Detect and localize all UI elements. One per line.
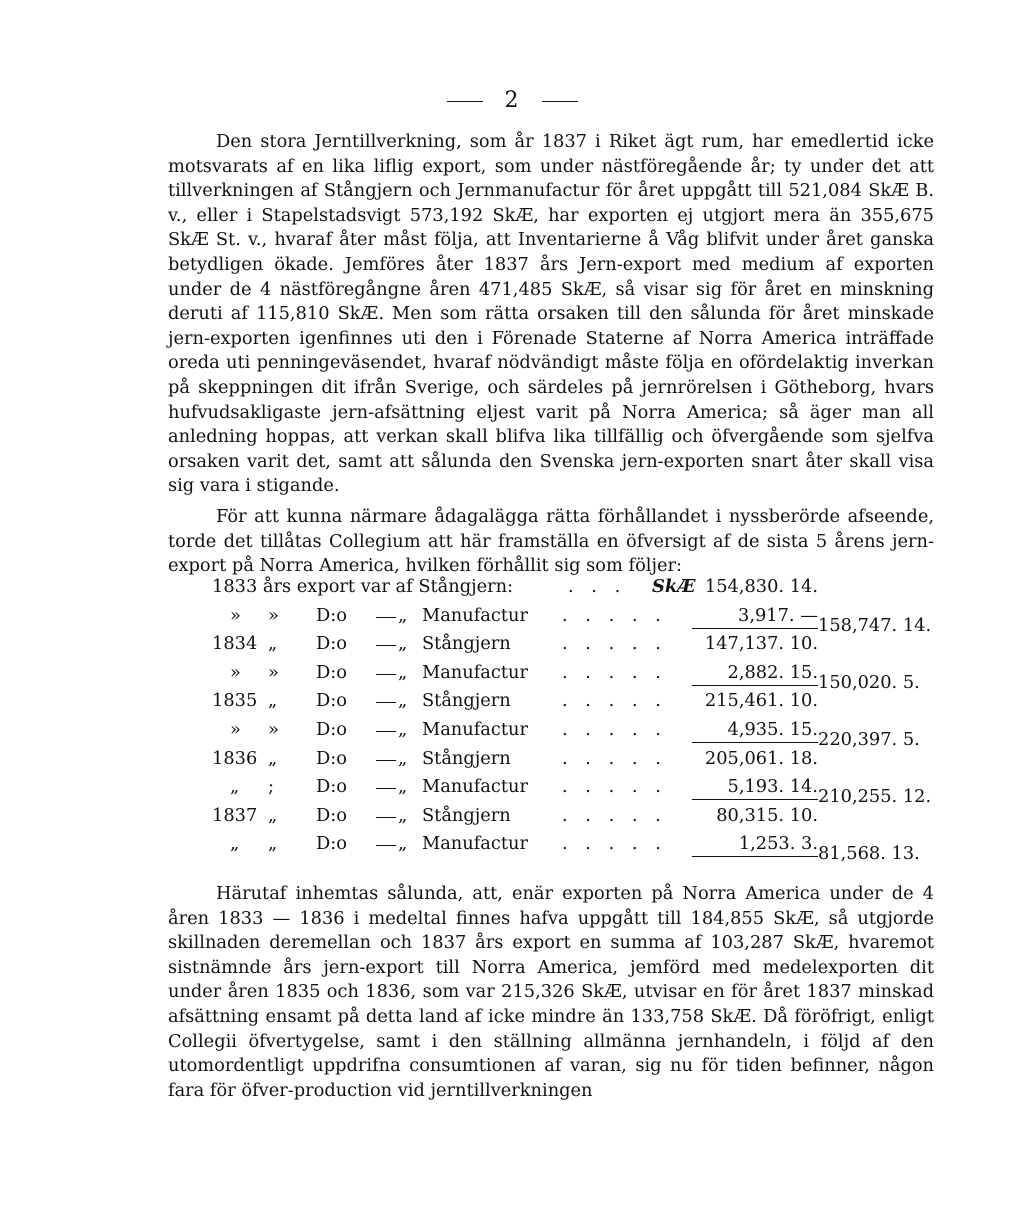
table-row (168, 604, 948, 636)
table-row (168, 719, 948, 750)
table-row-ditto: D:o (316, 833, 347, 855)
table-row-underline (692, 685, 818, 686)
table-row-label: Manufactur (422, 776, 528, 798)
table-row-year: 1835 (212, 690, 258, 712)
table-row-ditto-mark: „ (230, 833, 240, 855)
table-row-amount: 3,917. — (738, 604, 818, 626)
table-row-dash (376, 645, 396, 646)
table-row-ditto-mark: » (230, 719, 241, 740)
table-row-total: 210,255. 12. (818, 786, 932, 808)
table-row-ditto-mark: „ (398, 804, 408, 826)
table-row-year: 1836 (212, 747, 258, 769)
table-row (168, 690, 948, 714)
table-row-amount: 1,253. 3. (738, 833, 818, 855)
table-row-label: Manufactur (422, 719, 528, 740)
table-row-total: 158,747. 14. (818, 614, 932, 636)
table-row (168, 661, 948, 693)
table-row-label: Manufactur (422, 833, 528, 855)
table-row-ditto: D:o (316, 804, 347, 826)
table-row-dots: . . . . . (562, 633, 667, 655)
table-row-ditto: D:o (316, 690, 347, 712)
table-row-amount: 5,193. 14. (727, 776, 818, 798)
table-row-amount: 205,061. 18. (704, 747, 818, 769)
table-row-ditto-mark: „ (398, 719, 408, 740)
table-unit-prefix: SkÆ (652, 576, 696, 597)
table-row-amount: 80,315. 10. (716, 804, 818, 826)
table-row-amount: 4,935. 15. (727, 719, 818, 740)
table-row-ditto: D:o (316, 776, 347, 798)
table-row-amount: 215,461. 10. (704, 690, 818, 712)
table-row-underline (692, 628, 818, 629)
table-row-ditto-mark: „ (268, 747, 278, 769)
table-row-ditto-mark: „ (268, 633, 278, 655)
table-row-dash (376, 731, 396, 732)
table-row (168, 633, 948, 657)
table-row (168, 833, 948, 865)
table-row-ditto-mark: » (268, 661, 279, 683)
table-row-label: Stångjern (422, 690, 511, 712)
table-row (168, 748, 948, 772)
table-row-dots: . . . . . (562, 661, 667, 683)
table-row-amount: 147,137. 10. (704, 633, 818, 655)
table-row-dash (376, 845, 396, 846)
table-row-dots: . . . . . (562, 604, 667, 626)
table-row-label: Stångjern (422, 633, 511, 655)
table-row-dash (376, 817, 396, 818)
table-row-underline (692, 856, 818, 857)
table-row-year: 1834 (212, 633, 258, 655)
paragraph-2: För att kunna närmare ådagalägga rätta förhållandet i nyssberörde afseende, torde det tillåtas Collegium att här framställa en öfversigt af de sista 5 årens jern-export på Norra America, hvilken förhållit sig som följer: (168, 506, 934, 577)
table-row-label: Manufactur (422, 604, 528, 626)
table-first-line-text: 1833 års export var af Stångjern: (212, 576, 514, 597)
table-row-ditto-mark: „ (398, 776, 408, 798)
table-row-dash (376, 760, 396, 761)
page-number: 2 (504, 88, 520, 113)
table-row-ditto-mark: » (268, 719, 279, 740)
header-dash-right (542, 101, 578, 102)
table-row-ditto-mark: „ (398, 604, 408, 626)
table-row-dots: . . . . . (562, 719, 667, 740)
table-row (168, 776, 948, 808)
table-row-ditto-mark: „ (268, 690, 278, 712)
table-row-dots: . . . . . (562, 804, 667, 826)
table-row-ditto-mark: » (268, 604, 279, 626)
table-row-ditto: D:o (316, 661, 347, 683)
table-row-ditto: D:o (316, 719, 347, 740)
table-first-line-amount: 154,830. 14. (704, 576, 818, 597)
table-row-total: 81,568. 13. (818, 843, 920, 865)
table-row-dash (376, 788, 396, 789)
paragraph-3: Härutaf inhemtas sålunda, att, enär exporten på Norra America under de 4 åren 1833 — 1836 i medeltal finnes hafva uppgått till 184,855 SkÆ, så utgjorde skillnaden deremellan och 1837 års export en summa af 103,287 SkÆ, hvaremot sistnämnde års jern-export till Norra America, jemförd med medelexporten dit under åren 1835 och 1836, som var 215,326 SkÆ, utvisar en för året 1837 minskad afsättning ensamt på detta land af icke mindre än 133,758 SkÆ. Då föröfrigt, enligt Collegii öfvertygelse, samt i den ställning allmänna jernhandeln, i följd af den utomordentligt uppdrifna consumtionen af varan, sig nu för tiden befinner, någon fara för öfver-production vid jerntillverkningen (168, 883, 934, 1101)
table-row-dots: . . . . . (562, 690, 667, 712)
table-row-label: Stångjern (422, 804, 511, 826)
table-row-total: 150,020. 5. (818, 671, 920, 693)
table-row-ditto-mark: „ (398, 833, 408, 855)
table-row-dots: . . . . . (562, 747, 667, 769)
table-row-ditto-mark: „ (398, 747, 408, 769)
table-row-ditto: D:o (316, 604, 347, 626)
page-header (0, 88, 1024, 113)
table-row-ditto-mark: » (230, 661, 241, 683)
table-first-line-dots: . . . (568, 576, 627, 597)
table-row-ditto-mark: » (230, 604, 241, 626)
table-row-dash (376, 617, 396, 618)
table-row-label: Stångjern (422, 747, 511, 769)
paragraph-1: Den stora Jerntillverkning, som år 1837 i Riket ägt rum, har emedlertid icke motsvarats af en lika liflig export, som under nästföregående år; ty under det att tillverkningen af Stångjern och Jernmanufactur för året uppgått till 521,084 SkÆ B. v., eller i Stapelstadsvigt 573,192 SkÆ, har exporten ej utgjort mera än 355,675 SkÆ St. v., hvaraf åter måst följa, att Inventarierne å Våg blifvit under året ganska betydligen ökade. Jemföres åter 1837 års Jern-export med medium af exporten under de 4 nästföregångne åren 471,485 SkÆ, så visar sig för året en minskning deruti af 115,810 SkÆ. Men som rätta orsaken till den sålunda för året minskade jern-exporten igenfinnes uti den i Förenade Staterne af Norra America inträffade oreda uti penningeväsendet, hvaraf nödvändigt måste följa en ofördelaktig inverkan på skeppningen dit ifrån Sverige, och särdeles på jernrörelsen i Götheborg, hvars hufvudsakligaste jern-afsättning eljest varit på Norra America; så äger man all anledning hoppas, att verkan skall blifva lika tillfällig och öfvergående som sjelfva orsaken varit det, samt att sålunda den Svenska jern-exporten snart åter skall visa sig vara i stigande. (168, 131, 934, 497)
table-row-ditto-mark: ; (268, 776, 274, 798)
table-row-total: 220,397. 5. (818, 729, 920, 750)
table-row-ditto-mark: „ (398, 633, 408, 655)
table-row-ditto-mark: „ (398, 661, 408, 683)
table-row-dots: . . . . . (562, 833, 667, 855)
table-row-ditto-mark: „ (268, 804, 278, 826)
table-row-ditto: D:o (316, 747, 347, 769)
header-dash-left (447, 101, 483, 102)
table-row-dots: . . . . . (562, 776, 667, 798)
table-row-dash (376, 674, 396, 675)
table-row-underline (692, 799, 818, 800)
table-row-ditto-mark: „ (398, 690, 408, 712)
table-first-row (168, 576, 948, 600)
table-row-year: 1837 (212, 804, 258, 826)
table-row-label: Manufactur (422, 661, 528, 683)
table-row-underline (692, 742, 818, 743)
table-row-amount: 2,882. 15. (727, 661, 818, 683)
table-row-ditto-mark: „ (268, 833, 278, 855)
table-row-ditto: D:o (316, 633, 347, 655)
table-row (168, 805, 948, 829)
table-row-dash (376, 702, 396, 703)
table-row-ditto-mark: „ (230, 776, 240, 798)
